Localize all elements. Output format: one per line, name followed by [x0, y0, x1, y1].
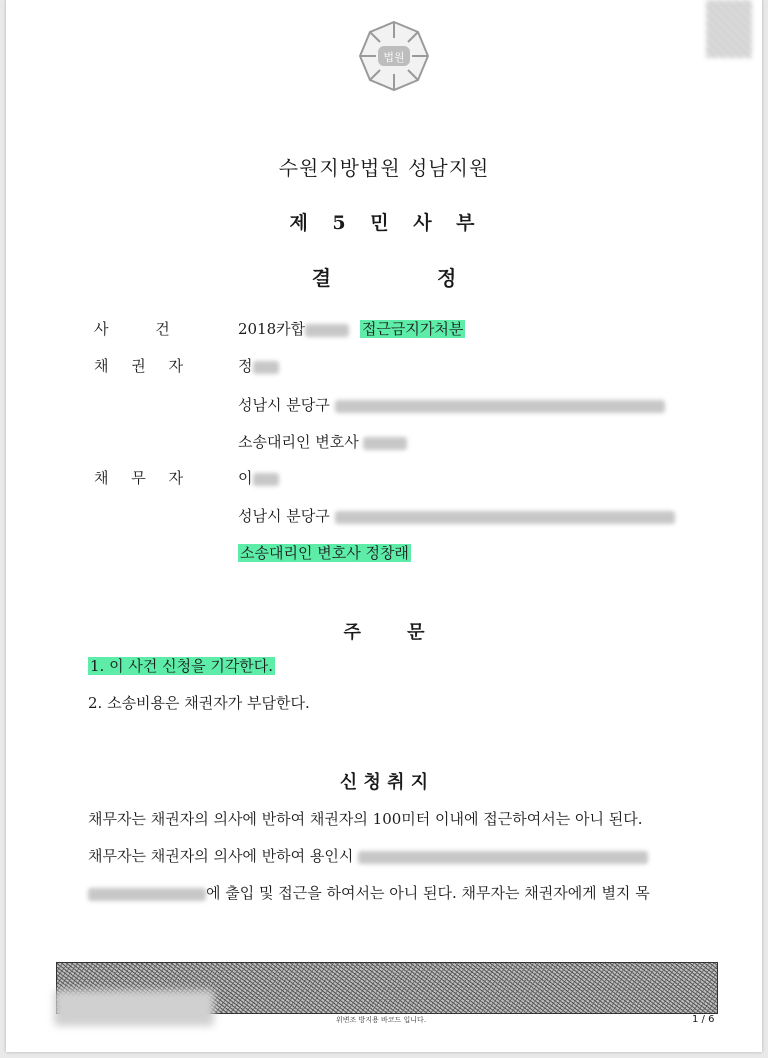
- debtor-agent: 소송대리인 변호사 정창래: [240, 544, 409, 562]
- case-name: 접근금지가처분: [361, 320, 464, 338]
- court-name: 수원지방법원 성남지원: [278, 156, 490, 180]
- case-label: 사 건: [94, 320, 172, 338]
- division-name: 제 5 민 사 부: [289, 212, 479, 234]
- redacted-creditor-address: [335, 400, 665, 413]
- order-item-2: 2. 소송비용은 채권자가 부담한다.: [88, 694, 310, 712]
- purpose-line-1: 채무자는 채권자의 의사에 반하여 채권자의 100미터 이내에 접근하여서는 아니 된다.: [88, 810, 643, 828]
- purpose-line-2: 채무자는 채권자의 의사에 반하여 용인시: [88, 845, 648, 866]
- debtor-label: 채 무 자: [94, 469, 186, 487]
- case-number: [238, 318, 465, 339]
- document-page: [6, 0, 762, 1052]
- redacted-case-number: [305, 324, 349, 337]
- redacted-address-cont: [88, 888, 206, 901]
- document-type: [6, 262, 762, 291]
- creditor-name: 정: [238, 355, 279, 376]
- redacted-footer-info: [54, 990, 214, 1026]
- debtor-name: 이: [238, 467, 279, 488]
- svg-text:법원: 법원: [383, 51, 405, 64]
- redacted-creditor-name: [253, 361, 279, 374]
- redacted-debtor-name: [253, 473, 279, 486]
- creditor-label: 채 권 자: [94, 357, 186, 375]
- redacted-address: [358, 851, 648, 864]
- redacted-debtor-address: [335, 511, 675, 524]
- court-emblem-icon: [356, 18, 432, 94]
- order-item-1: 1. 이 사건 신청을 기각한다.: [90, 657, 274, 675]
- case-number-prefix: 2018카합: [238, 320, 306, 338]
- redacted-creditor-agent: [363, 437, 407, 450]
- creditor-address: 성남시 분당구: [238, 394, 665, 415]
- order-title: 주 문: [343, 622, 425, 643]
- document-type-right: 정: [436, 266, 457, 290]
- page-number: 1 / 6: [692, 1014, 715, 1025]
- document-type-left: 결: [311, 266, 332, 290]
- creditor-agent: 소송대리인 변호사: [238, 431, 407, 452]
- qr-code-redacted: [706, 0, 752, 58]
- purpose-line-3: 에 출입 및 접근을 하여서는 아니 된다. 채무자는 채권자에게 별지 목: [88, 882, 650, 903]
- barcode-note: 위변조 방지용 바코드 입니다.: [336, 1016, 427, 1024]
- debtor-address: 성남시 분당구: [238, 505, 675, 526]
- purpose-title: 신 청 취 지: [339, 772, 429, 793]
